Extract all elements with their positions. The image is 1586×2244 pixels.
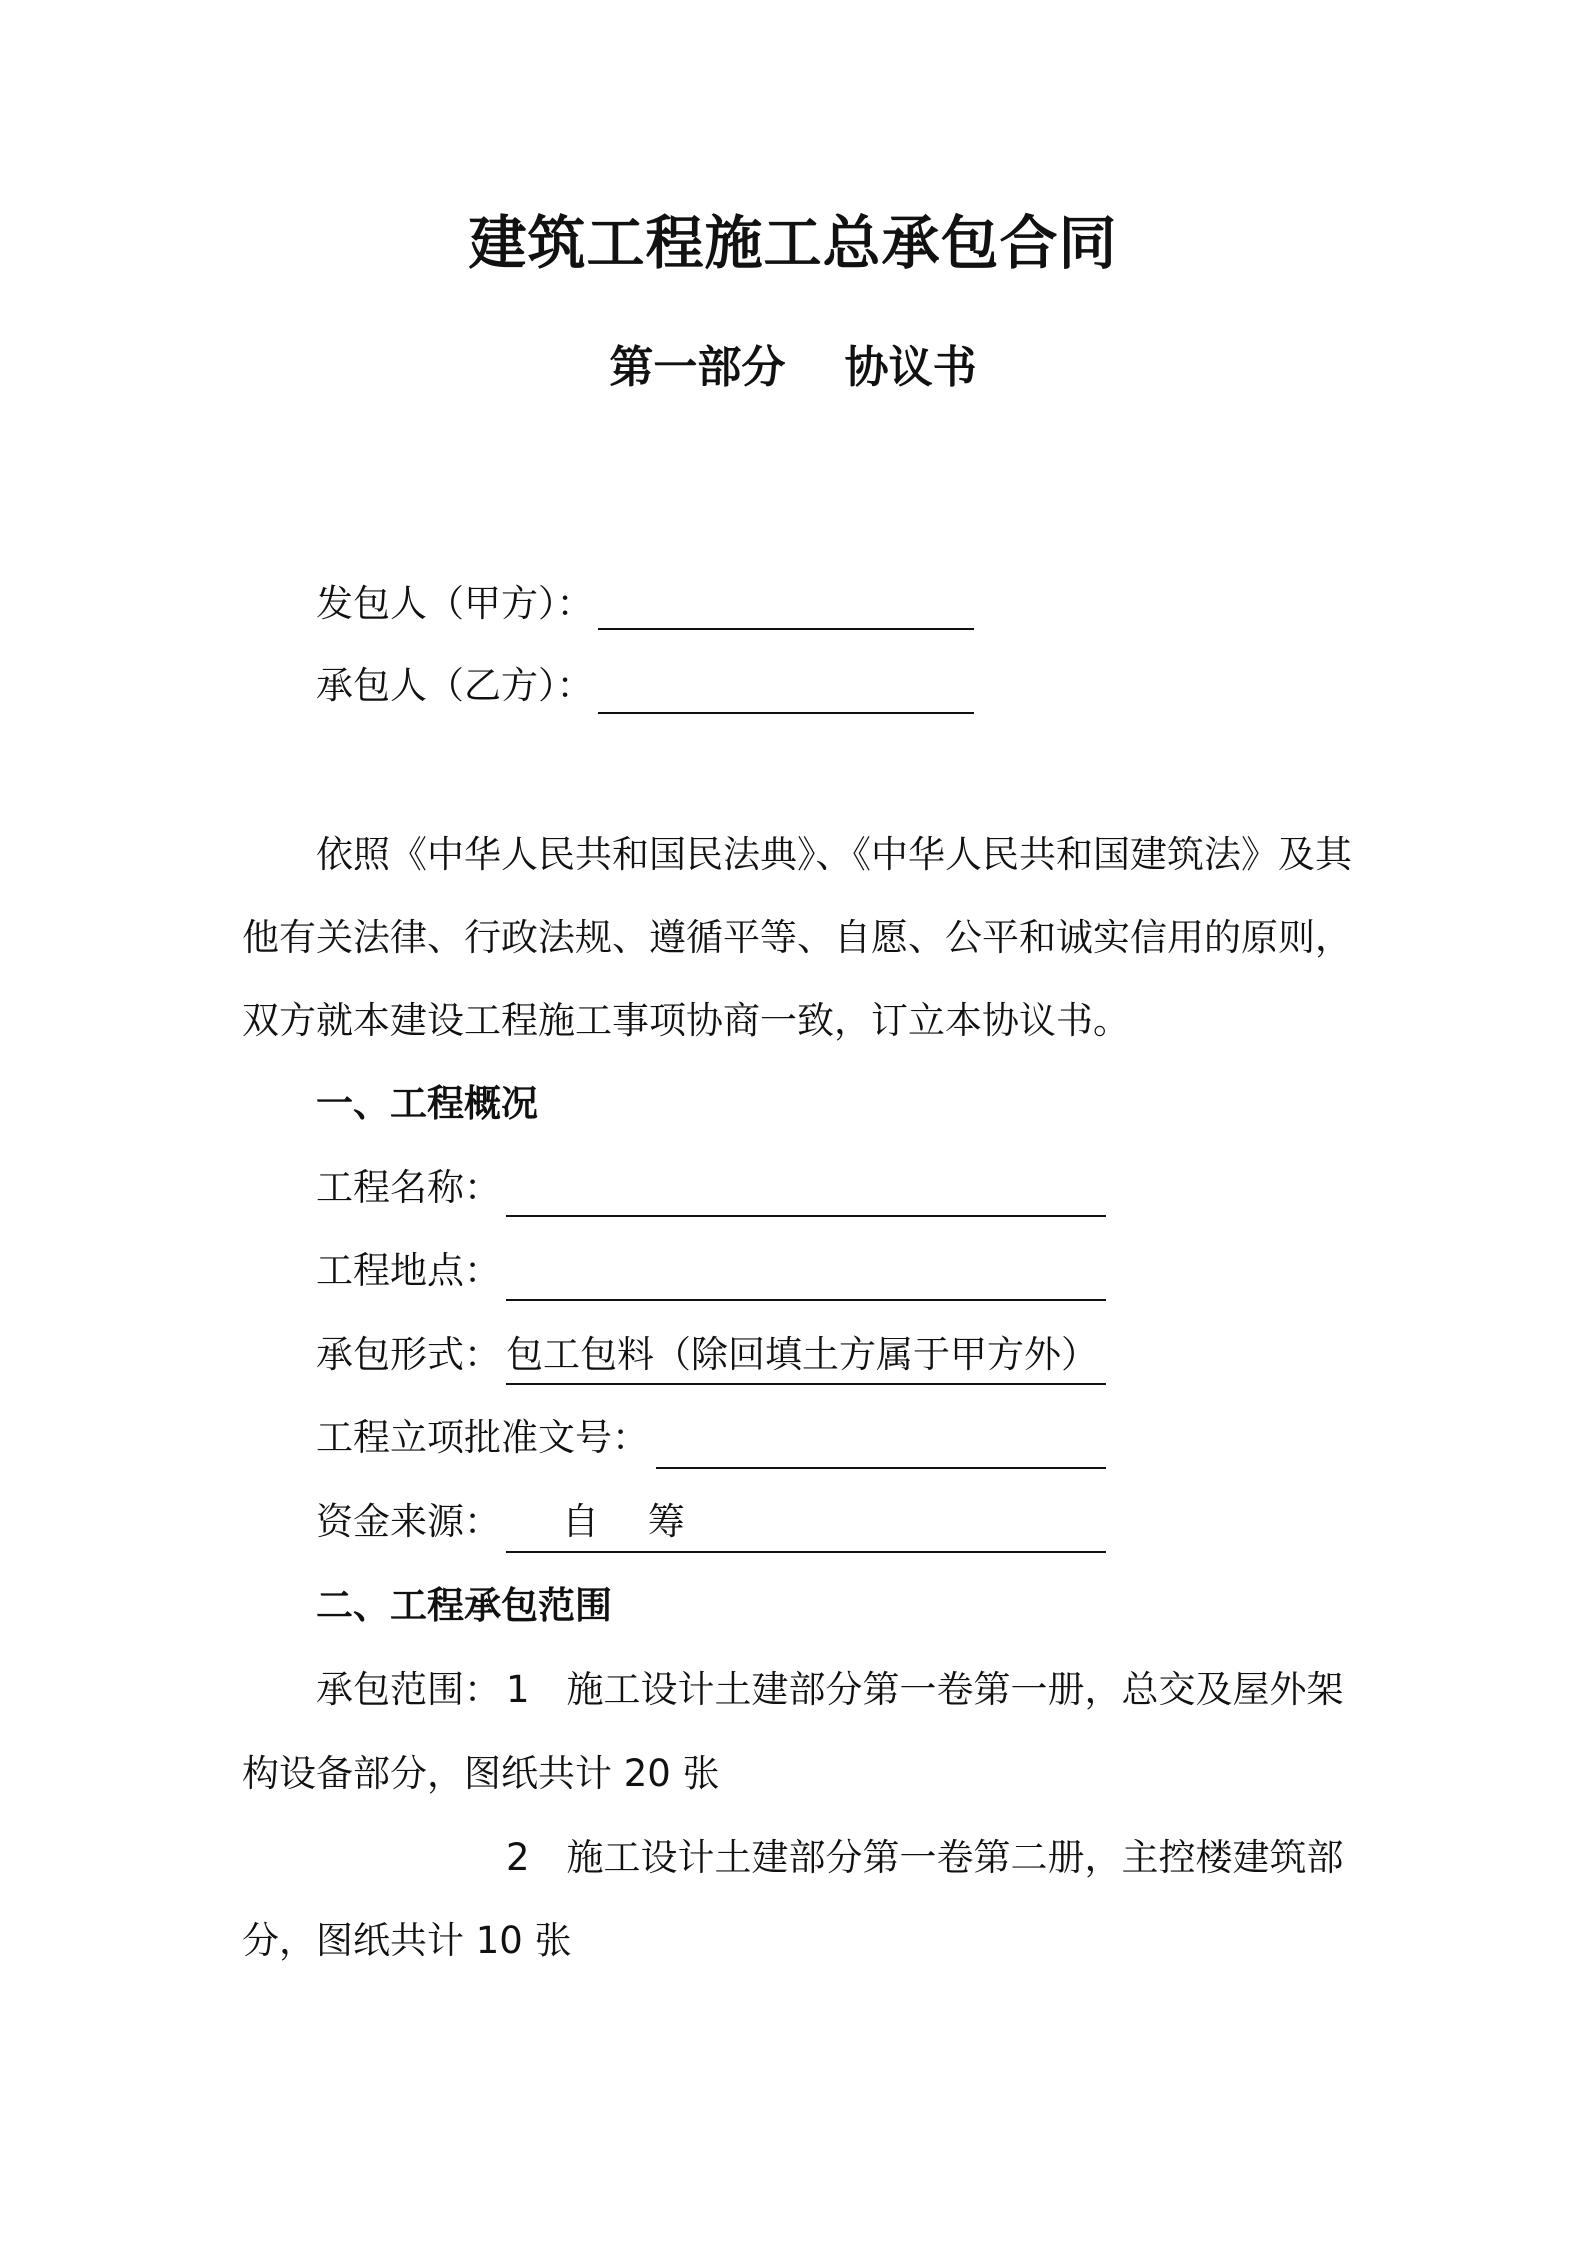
scope-label: 承包范围： (316, 1668, 501, 1711)
contract-form-underline (506, 1383, 1106, 1385)
section-1-heading: 一、工程概况 (316, 1082, 538, 1125)
approval-number-blank-line (656, 1467, 1106, 1469)
project-name-label: 工程名称： (316, 1166, 501, 1209)
contractor-label: 承包人（乙方）： (316, 664, 594, 707)
section-2-heading: 二、工程承包范围 (316, 1584, 612, 1627)
preamble-paragraph: 依照《中华人民共和国民法典》、《中华人民共和国建筑法》及其他有关法律、行政法规、遵循平等、自愿、公平和诚实信用的原则，双方就本建设工程施工事项协商一致，订立本协议书。 (242, 833, 1352, 1042)
scope-item-2-line-2: 分，图纸共计 10 张 (242, 1919, 572, 1962)
employer-blank-line (598, 628, 974, 630)
approval-number-label: 工程立项批准文号： (316, 1416, 649, 1459)
scope-item-1-line-2: 构设备部分，图纸共计 20 张 (242, 1752, 720, 1795)
scope-item-2-line-1: 2 施工设计土建部分第一卷第二册，主控楼建筑部 (506, 1836, 1344, 1879)
project-location-blank-line (506, 1299, 1106, 1301)
document-subtitle: 第一部分 协议书 (609, 342, 977, 393)
employer-label: 发包人（甲方）： (316, 582, 594, 625)
document-title: 建筑工程施工总承包合同 (468, 209, 1118, 277)
project-name-blank-line (506, 1215, 1106, 1217)
funding-source-underline (506, 1551, 1106, 1553)
contractor-blank-line (598, 712, 974, 714)
contract-form-label: 承包形式： (316, 1333, 501, 1376)
project-location-label: 工程地点： (316, 1249, 501, 1292)
funding-source-value: 自 筹 (562, 1500, 685, 1543)
contract-form-value: 包工包料（除回填土方属于甲方外） (506, 1333, 1098, 1376)
scope-item-1-line-1: 1 施工设计土建部分第一卷第一册，总交及屋外架 (506, 1668, 1344, 1711)
funding-source-label: 资金来源： (316, 1500, 501, 1543)
